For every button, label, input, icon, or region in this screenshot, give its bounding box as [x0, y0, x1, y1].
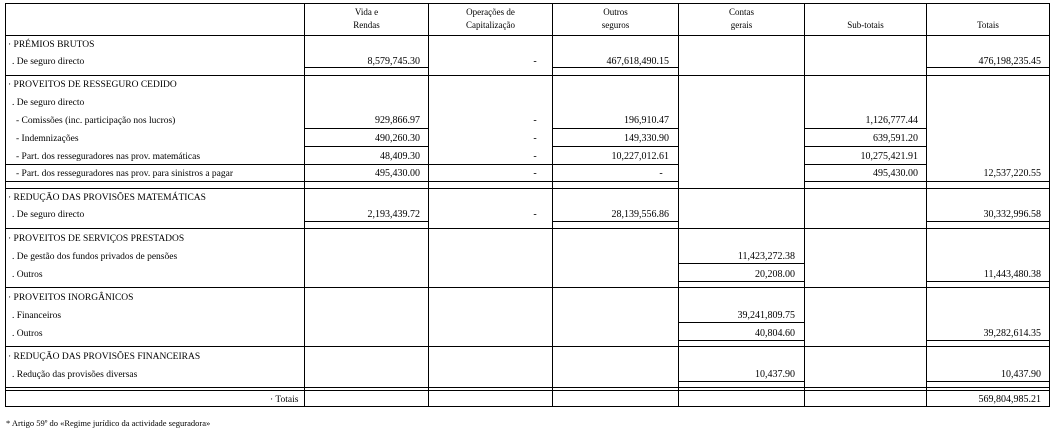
cell-redfin-total: 10,437.90 — [1001, 369, 1041, 380]
cell-servicos-outros-contas: 20,208.00 — [755, 269, 795, 280]
cell-comissoes-outros: 196,910.47 — [624, 115, 669, 126]
cell-part-sin-vida: 495,430.00 — [375, 168, 420, 179]
cell-indemnizacoes-vida: 490,260.30 — [375, 133, 420, 144]
cell-part-sin-subtotal: 495,430.00 — [873, 168, 918, 179]
row-totais: · Totais — [270, 395, 299, 405]
row-servicos-outros: . Outros — [12, 270, 43, 280]
header-subtotais: Sub-totais — [847, 20, 884, 30]
row-indemnizacoes: - Indemnizações — [16, 134, 79, 144]
cell-inorg-outros-contas: 40,804.60 — [755, 328, 795, 339]
cell-part-mat-vida: 48,409.30 — [380, 151, 420, 162]
footnote: * Artigo 59º do «Regime jurídico da actividade seguradora» — [6, 418, 211, 428]
row-inorganicos-outros: . Outros — [12, 329, 43, 339]
cell-part-mat-subtotal: 10,275,421.91 — [860, 151, 918, 162]
row-proveitos-resseguro: · PROVEITOS DE RESSEGURO CEDIDO — [8, 80, 177, 90]
row-premios-brutos: · PRÉMIOS BRUTOS — [8, 40, 95, 50]
header-outros-l1: Outros — [603, 7, 628, 17]
cell-redmat-vida: 2,193,439.72 — [367, 209, 420, 220]
cell-premios-vida: 8,579,745.30 — [367, 56, 420, 67]
cell-redmat-operacoes: - — [533, 209, 537, 220]
row-resseguro-seguro-directo: . De seguro directo — [12, 98, 85, 108]
cell-servicos-total: 11,443,480.38 — [983, 269, 1041, 280]
row-reducao-prov-financeiras: · REDUÇÃO DAS PROVISÕES FINANCEIRAS — [8, 352, 201, 362]
cell-inorg-financeiros-contas: 39,241,809.75 — [737, 310, 795, 321]
cell-indemnizacoes-subtotal: 639,591.20 — [873, 133, 918, 144]
cell-redmat-outros: 28,139,556.86 — [611, 209, 669, 220]
row-reducao-prov-diversas: . Redução das provisões diversas — [12, 370, 138, 380]
header-contas-l2: gerais — [730, 20, 753, 30]
row-reducao-prov-matematicas: · REDUÇÃO DAS PROVISÕES MATEMÁTICAS — [8, 193, 206, 203]
row-proveitos-servicos: · PROVEITOS DE SERVIÇOS PRESTADOS — [8, 234, 185, 244]
cell-premios-total: 476,198,235.45 — [978, 56, 1041, 67]
cell-comissoes-vida: 929,866.97 — [375, 115, 420, 126]
cell-premios-outros: 467,618,490.15 — [606, 56, 669, 67]
cell-indemnizacoes-outros: 149,330.90 — [624, 133, 669, 144]
cell-indemnizacoes-operacoes: - — [533, 133, 537, 144]
row-premios-seguro-directo: . De seguro directo — [12, 57, 85, 67]
row-proveitos-inorganicos: · PROVEITOS INORGÂNICOS — [8, 293, 134, 303]
cell-part-mat-outros: 10,227,012.61 — [611, 151, 669, 162]
row-part-prov-sinistros: - Part. dos resseguradores nas prov. para sinistros a pagar — [16, 169, 234, 179]
header-operacoes-l2: Capitalização — [466, 20, 515, 30]
header-outros-l2: seguros — [601, 20, 630, 30]
cell-servicos-pensoes-contas: 11,423,272.38 — [737, 251, 795, 262]
cell-part-sin-operacoes: - — [533, 168, 537, 179]
row-servicos-fundos-pensoes: . De gestão dos fundos privados de pensões — [12, 252, 178, 262]
header-operacoes-l1: Operações de — [466, 7, 515, 17]
row-inorganicos-financeiros: . Financeiros — [12, 311, 62, 321]
row-part-prov-matematicas: - Part. dos resseguradores nas prov. matemáticas — [16, 152, 201, 162]
cell-part-sin-outros: - — [659, 168, 663, 179]
cell-redmat-total: 30,332,996.58 — [983, 209, 1041, 220]
cell-comissoes-subtotal: 1,126,777.44 — [865, 115, 918, 126]
header-vida-l2: Rendas — [353, 20, 380, 30]
header-contas-l1: Contas — [728, 7, 754, 17]
cell-inorg-total: 39,282,614.35 — [983, 328, 1041, 339]
row-comissoes: - Comissões (inc. participação nos lucros) — [16, 116, 176, 126]
row-reducao-mat-seguro-directo: . De seguro directo — [12, 210, 85, 220]
cell-part-mat-operacoes: - — [533, 151, 537, 162]
header-vida-l1: Vida e — [354, 7, 379, 17]
cell-grand-total: 569,804,985.21 — [978, 394, 1041, 405]
cell-premios-operacoes: - — [533, 56, 537, 67]
cell-resseguro-total: 12,537,220.55 — [983, 168, 1041, 179]
header-totais: Totais — [977, 20, 999, 30]
cell-comissoes-operacoes: - — [533, 115, 537, 126]
cell-redfin-contas: 10,437.90 — [755, 369, 795, 380]
